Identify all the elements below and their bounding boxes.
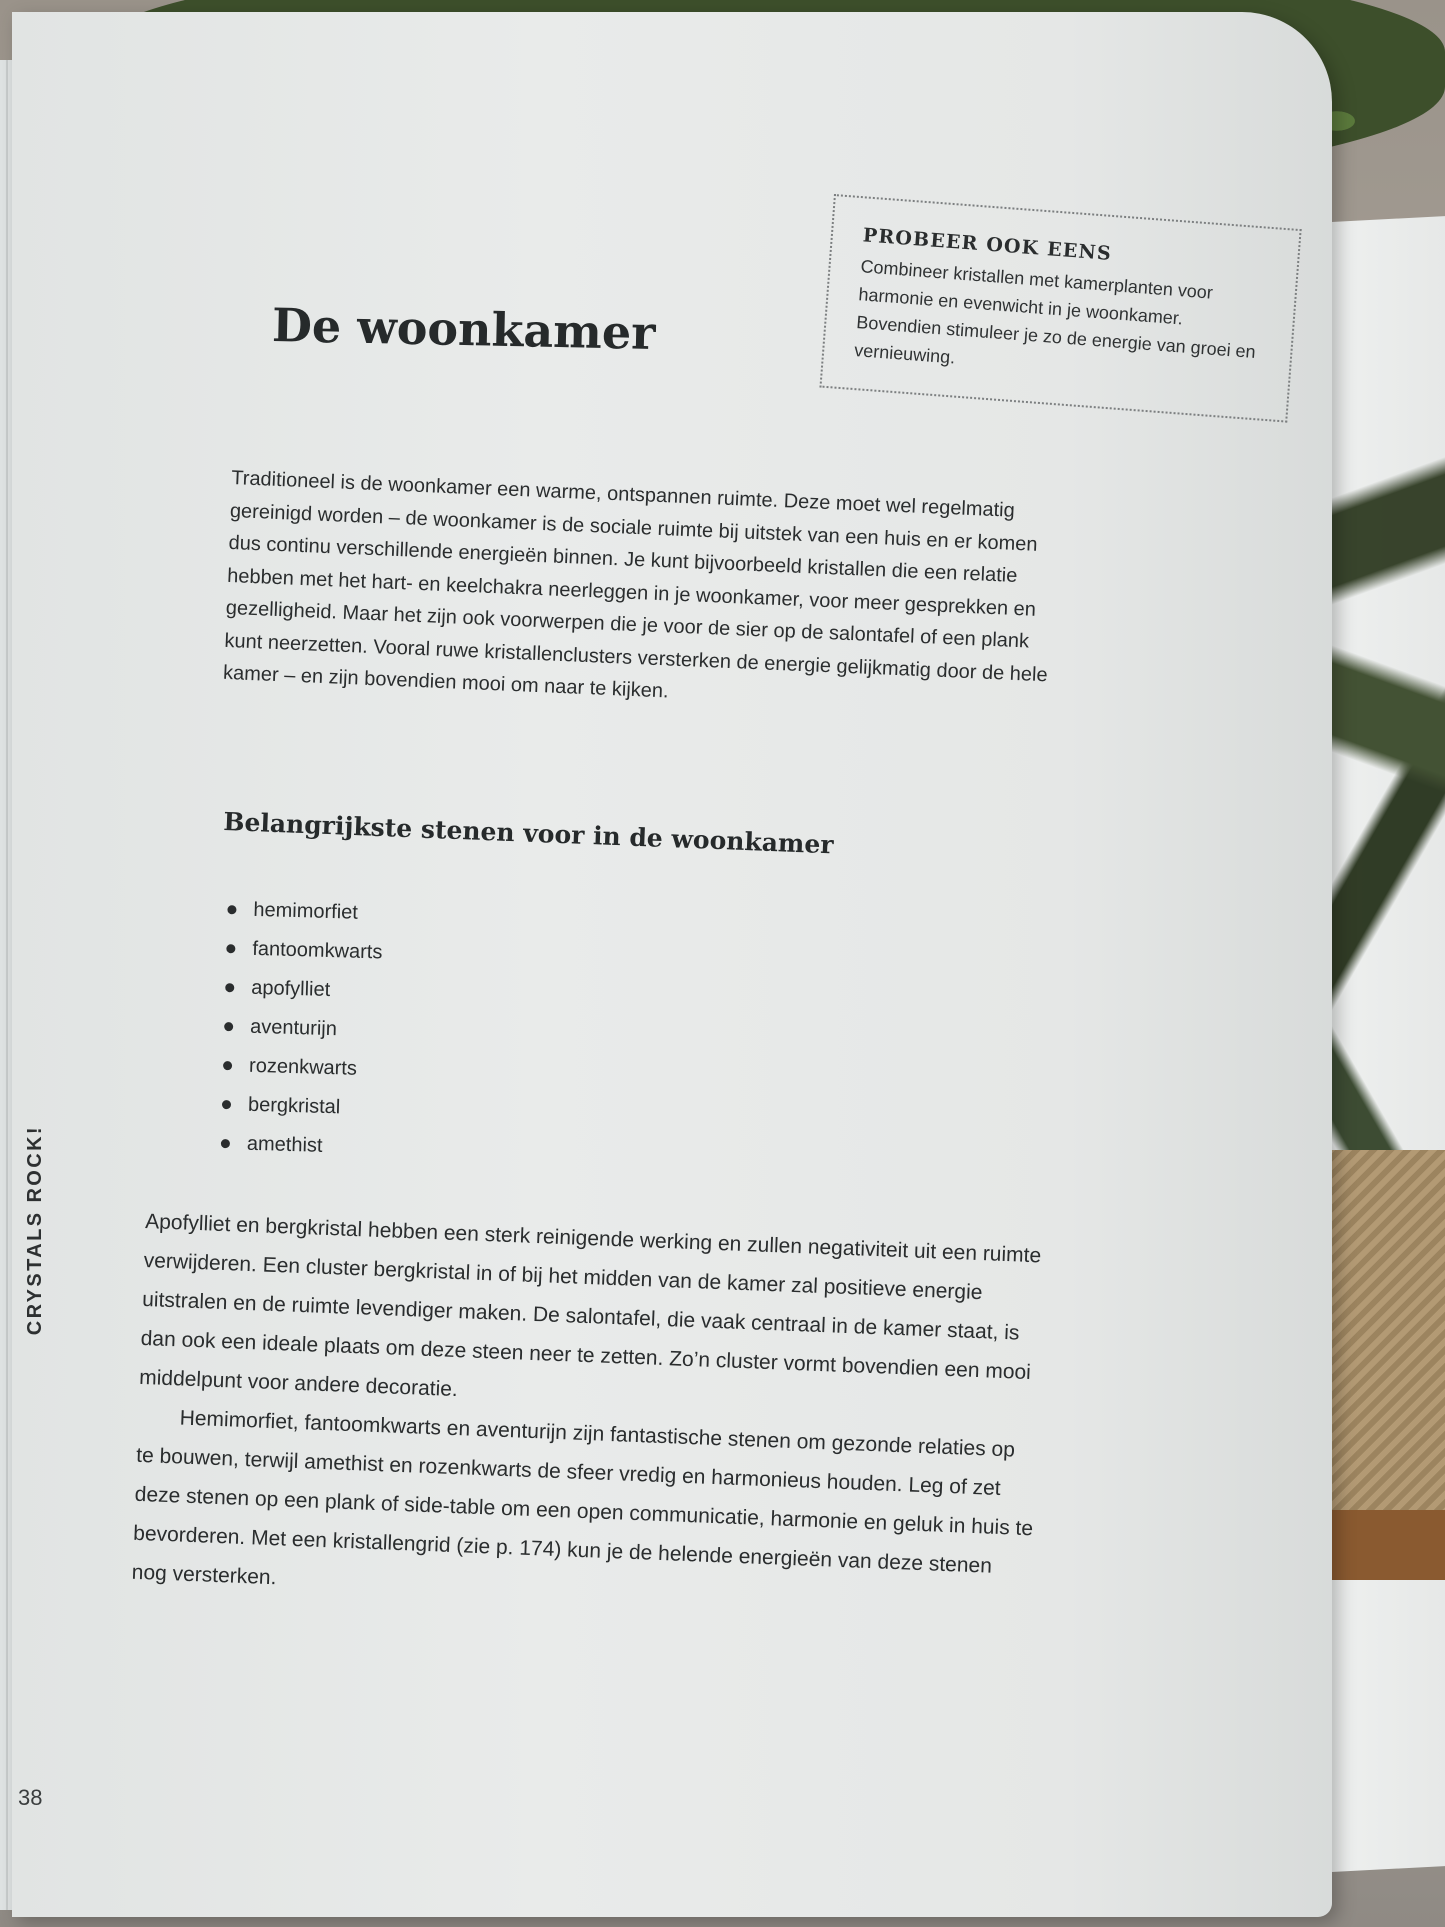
page-title: De woonkamer [271, 297, 656, 361]
book-page [12, 12, 1332, 1917]
body-paragraph: Apofylliet en bergkristal hebben een sterk reinigende werking en zullen negativiteit uit een ruimte verwijderen. Een cluster bergkristal in of bij het midden van de kamer zal positieve energie uitstralen en de ruimte levendiger maken. De salontafel, die vaak centraal in de kamer staat, is dan ook een ideale plaats om deze steen neer te zetten. Zo’n cluster vormt bovendien een mooi middelpunt voor andere decoratie. [138, 1209, 1042, 1402]
running-head: CRYSTALS ROCK! [24, 1125, 46, 1336]
tip-text: Combineer kristallen met kamerplanten voor harmonie en evenwicht in je woonkamer. Bovendien stimuleer je zo de energie van groei en vernieuwing. [853, 256, 1257, 368]
wooden-shelf [1325, 1510, 1445, 1580]
list-item: fantoomkwarts [252, 930, 383, 973]
tip-box [819, 194, 1301, 423]
intro-paragraph: Traditioneel is de woonkamer een warme, ontspannen ruimte. Deze moet wel regelmatig gereinigd worden – de woonkamer is de sociale ruimte bij uitstek van een huis en er komen dus continu verschillende energieën binnen. Je kunt bijvoorbeeld kristallen die een relatie hebben met het hart- en keelchakra neerleggen in je woonkamer, voor meer gesprekken en gezelligheid. Maar het zijn ook voorwerpen die je voor de sier op de salontafel of een plank kunt neerzetten. Vooral ruwe kristallenclusters versterken de energie gelijkmatig door de hele kamer – en zijn bovendien mooi om naar te kijken. [222, 466, 1049, 703]
section-heading: Belangrijkste stenen voor in de woonkamer [222, 807, 835, 860]
list-item: bergkristal [247, 1086, 378, 1129]
page-number: 38 [18, 1785, 43, 1810]
list-item: aventurijn [250, 1008, 381, 1051]
page-content [12, 12, 1332, 1917]
body-paragraph: Hemimorfiet, fantoomkwarts en aventurijn zijn fantastische stenen om gezonde relaties op te bouwen, terwijl amethist en rozenkwarts de sfeer vredig en harmonieus houden. Leg of zet deze stenen op een plank of side-table om een open communicatie, harmonie en geluk in huis te bevorderen. Met een kristallengrid (zie p. 174) kun je de helende energieën van deze stenen nog versterken. [131, 1406, 1034, 1590]
list-item: hemimorfiet [253, 891, 384, 934]
list-item: amethist [246, 1125, 377, 1168]
tip-heading: PROBEER OOK EENS [862, 224, 1113, 265]
stones-list [216, 890, 384, 1167]
list-item: apofylliet [251, 969, 382, 1012]
list-item: rozenkwarts [249, 1047, 380, 1090]
body-text [131, 1202, 1045, 1626]
